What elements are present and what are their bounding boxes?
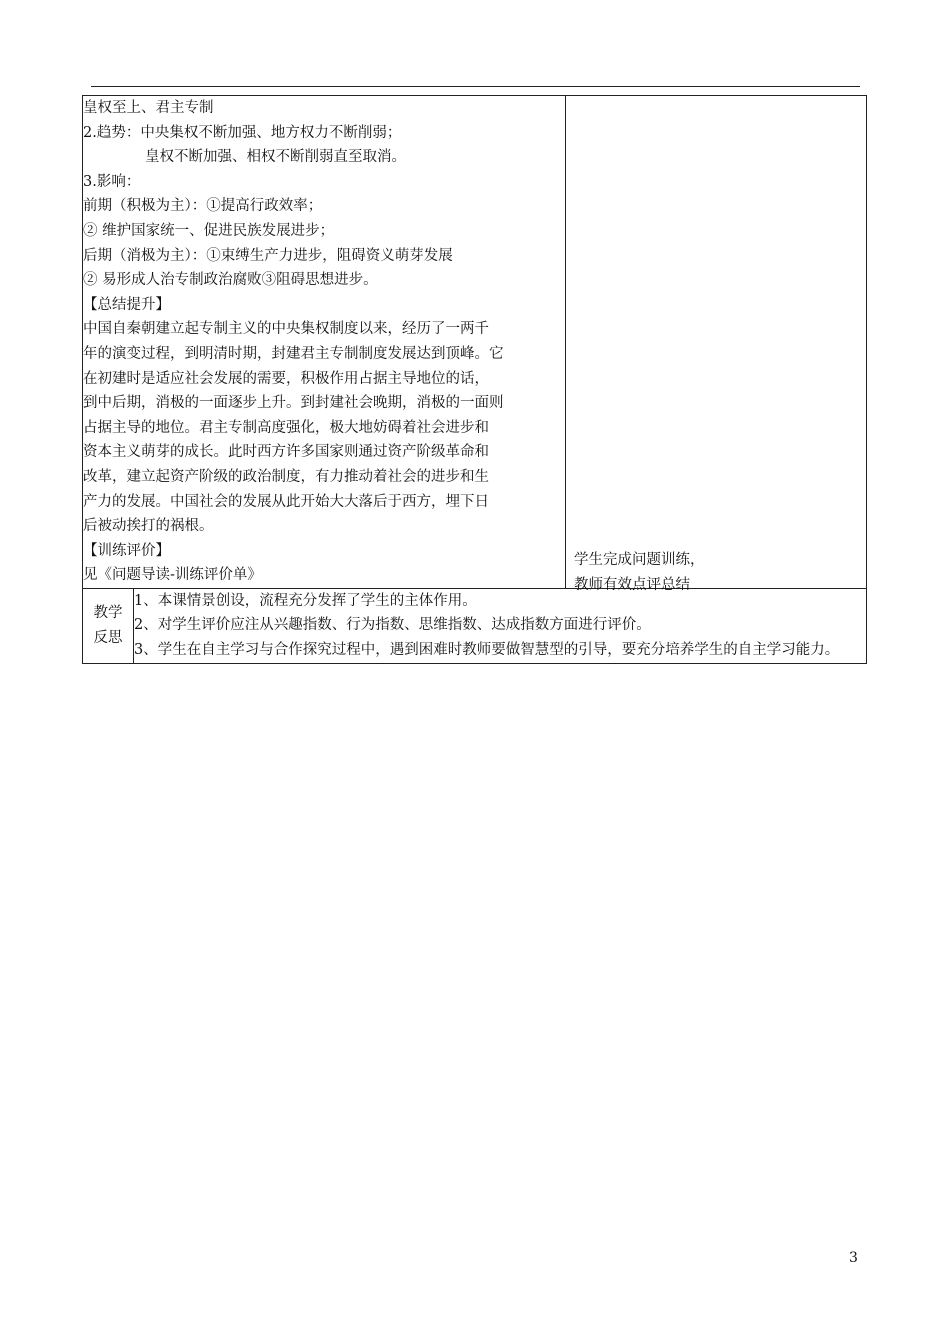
teacher-note [574, 548, 705, 597]
content-line: 皇权不断加强、相权不断削弱直至取消。 [145, 149, 406, 166]
notes-cell [566, 96, 867, 593]
note-line: 学生完成问题训练， [574, 552, 705, 568]
content-line: 后期（消极为主）：①束缚生产力进步，阻碍资义萌芽发展 [83, 247, 453, 264]
reflection-item: 3、学生在自主学习与合作探究过程中，遇到困难时教师要做智慧型的引导，要充分培养学生的自主学习能力。 [134, 642, 840, 659]
section-heading: 【训练评价】 [83, 542, 170, 559]
content-cell [83, 96, 566, 589]
summary-line: 后被动挨打的祸根。 [83, 518, 214, 535]
reflection-item: 2、对学生评价应注从兴趣指数、行为指数、思维指数、达成指数方面进行评价。 [134, 617, 651, 634]
section-heading: 【总结提升】 [83, 296, 170, 313]
summary-line: 年的演变过程，到明清时期，封建君主专制制度发展达到顶峰。它 [83, 345, 504, 362]
content-row [83, 96, 867, 589]
summary-line: 产力的发展。中国社会的发展从此开始大大落后于西方，埋下日 [83, 493, 489, 510]
header-rule [91, 86, 860, 87]
summary-line: 中国自秦朝建立起专制主义的中央集权制度以来，经历了一两千 [83, 321, 489, 338]
content-line: ② 易形成人治专制政治腐败③阻碍思想进步。 [83, 272, 378, 289]
reflection-body [134, 588, 867, 663]
note-line: 教师有效点评总结 [574, 576, 690, 593]
summary-line: 改革，建立起资产阶级的政治制度，有力推动着社会的进步和生 [83, 468, 489, 485]
content-line: ② 维护国家统一、促进民族发展进步； [83, 222, 335, 239]
summary-line: 到中后期，消极的一面逐步上升。到封建社会晚期，消极的一面则 [83, 395, 504, 412]
content-line: 2.趋势：中央集权不断加强、地方权力不断削弱； [83, 124, 402, 141]
lesson-table [82, 95, 867, 664]
summary-line: 占据主导的地位。君主专制高度强化，极大地妨碍着社会进步和 [83, 419, 489, 436]
page-number: 3 [849, 1250, 858, 1266]
content-line: 皇权至上、君主专制 [83, 100, 214, 116]
content-line: 3.影响： [83, 173, 141, 190]
training-text: 见《问题导读-训练评价单》 [83, 567, 262, 584]
summary-line: 资本主义萌芽的成长。此时西方许多国家则通过资产阶级革命和 [83, 444, 489, 461]
content-line: 前期（积极为主）：①提高行政效率； [83, 198, 323, 215]
reflection-item: 1、本课情景创设，流程充分发挥了学生的主体作用。 [134, 592, 477, 609]
reflection-row [83, 588, 867, 663]
summary-line: 在初建时是适应社会发展的需要，积极作用占据主导地位的话， [83, 370, 489, 387]
reflection-label: 教学 反思 [83, 588, 134, 663]
